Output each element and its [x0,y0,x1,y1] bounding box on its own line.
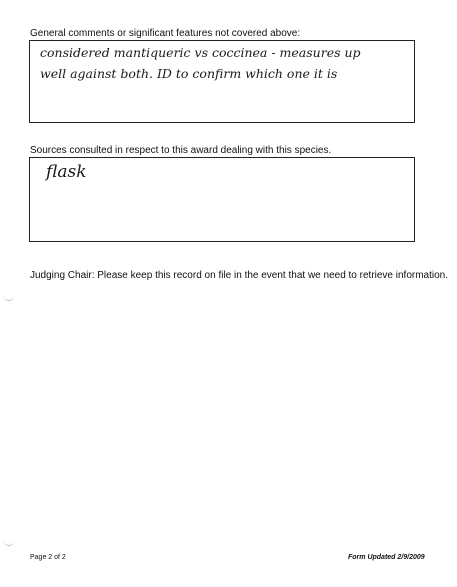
form-updated-date: Form Updated 2/9/2009 [348,554,425,561]
comments-label: General comments or significant features not covered above: [30,28,301,39]
comments-box [29,40,415,123]
sources-box [29,157,415,242]
comments-handwriting-line2: well against both. ID to confirm which one it is [40,66,338,81]
scan-mark [4,296,14,301]
sources-handwriting: flask [46,162,87,182]
page-number: Page 2 of 2 [30,554,66,561]
judging-chair-note: Judging Chair: Please keep this record on file in the event that we need to retrieve information. [30,270,449,281]
comments-handwriting-line1: considered mantiqueric vs coccinea - measures up [40,45,361,60]
sources-label: Sources consulted in respect to this award dealing with this species. [30,145,332,156]
scan-mark [4,541,14,546]
